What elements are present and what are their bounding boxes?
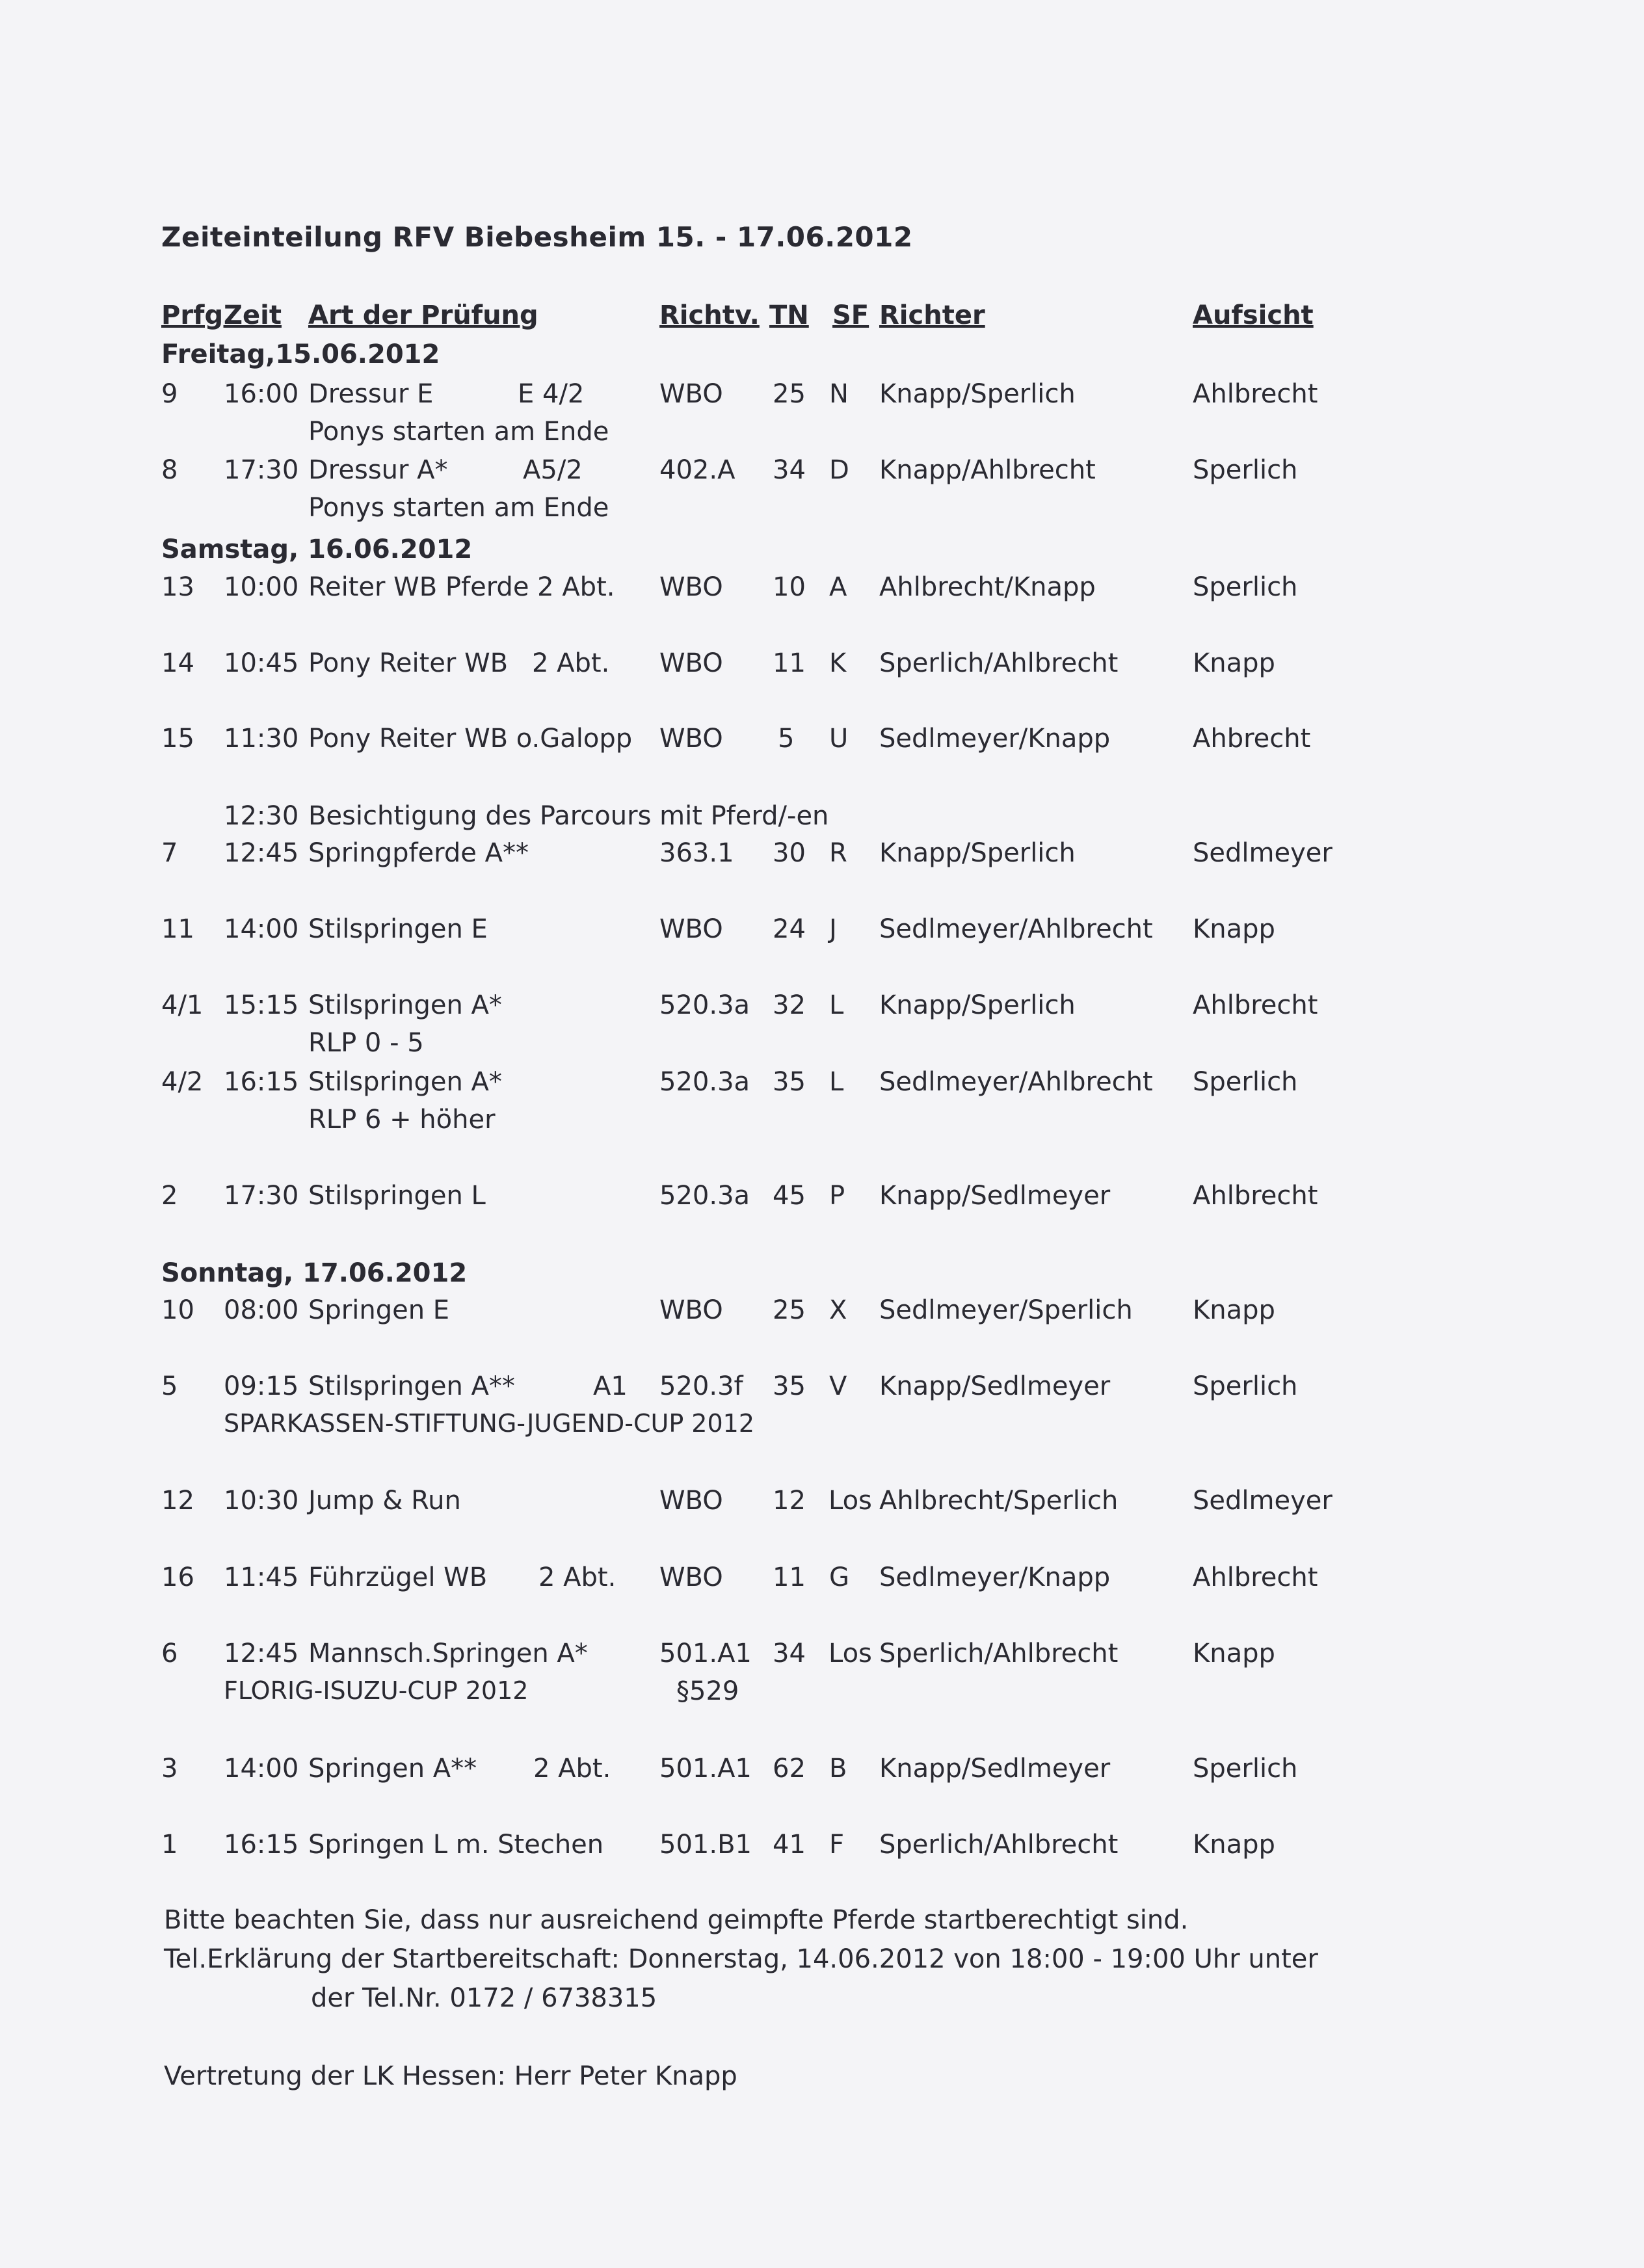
- exam-number: 8: [161, 455, 178, 485]
- footer-vaccination-note: Bitte beachten Sie, dass nur ausreichend geimpfte Pferde startberechtigt sind.: [164, 1905, 1189, 1935]
- row-note-paragraph: §529: [676, 1676, 739, 1706]
- supervisor: Sperlich: [1193, 572, 1298, 602]
- start-time: 10:30: [224, 1486, 299, 1516]
- ruleset: WBO: [659, 1563, 723, 1592]
- exam-type: Mannsch.Springen A*: [308, 1639, 588, 1668]
- participant-count: 32: [773, 990, 806, 1020]
- ruleset: 501.A1: [659, 1754, 752, 1784]
- header-aufsicht: Aufsicht: [1193, 300, 1314, 330]
- start-time: 17:30: [224, 455, 299, 485]
- exam-number: 2: [161, 1181, 178, 1211]
- letter-code: F: [829, 1830, 845, 1860]
- participant-count: 11: [773, 648, 806, 678]
- start-time: 10:00: [224, 572, 299, 602]
- start-time: 12:45: [224, 838, 299, 868]
- exam-number: 4/2: [161, 1067, 204, 1097]
- exam-type: Stilspringen L: [308, 1181, 486, 1211]
- letter-code: G: [829, 1563, 849, 1592]
- schedule-row: [0, 648, 1644, 685]
- start-time: 15:15: [224, 990, 299, 1020]
- schedule-row: [0, 801, 1644, 837]
- exam-type: Springen A**: [308, 1754, 477, 1784]
- ruleset: WBO: [659, 914, 723, 944]
- participant-count: 41: [773, 1830, 806, 1860]
- exam-type: Jump & Run: [308, 1486, 461, 1516]
- exam-extra: E 4/2: [518, 379, 585, 409]
- supervisor: Ahlbrecht: [1193, 1181, 1318, 1211]
- exam-type: Führzügel WB: [308, 1563, 488, 1592]
- participant-count: 12: [773, 1486, 806, 1516]
- exam-type: Pony Reiter WB: [308, 648, 509, 678]
- judges: Sperlich/Ahlbrecht: [879, 648, 1119, 678]
- exam-type: Besichtigung des Parcours mit Pferd/-en: [308, 801, 829, 831]
- row-note: Ponys starten am Ende: [308, 417, 609, 447]
- letter-code: L: [829, 990, 844, 1020]
- judges: Sedlmeyer/Sperlich: [879, 1295, 1133, 1325]
- ruleset: 402.A: [659, 455, 736, 485]
- schedule-row: [0, 379, 1644, 415]
- judges: Sedlmeyer/Knapp: [879, 724, 1111, 754]
- schedule-row: [0, 838, 1644, 875]
- judges: Knapp/Sperlich: [879, 990, 1076, 1020]
- schedule-row: [0, 455, 1644, 492]
- schedule-row: [0, 1486, 1644, 1522]
- exam-extra: A5/2: [523, 455, 583, 485]
- schedule-row: [0, 1754, 1644, 1790]
- participant-count: 30: [773, 838, 806, 868]
- header-art: Art der Prüfung: [308, 300, 538, 330]
- letter-code: P: [829, 1181, 845, 1211]
- participant-count: 10: [773, 572, 806, 602]
- header-richter: Richter: [879, 300, 985, 330]
- participant-count: 11: [773, 1563, 806, 1592]
- ruleset: 501.B1: [659, 1830, 752, 1860]
- judges: Sedlmeyer/Knapp: [879, 1563, 1111, 1592]
- schedule-row: [0, 1563, 1644, 1599]
- judges: Ahlbrecht/Sperlich: [879, 1486, 1119, 1516]
- supervisor: Ahlbrecht: [1193, 1563, 1318, 1592]
- letter-code: A: [829, 572, 847, 602]
- day-heading: Freitag,15.06.2012: [161, 339, 440, 369]
- letter-code: D: [829, 455, 849, 485]
- footer-phone-registration: Tel.Erklärung der Startbereitschaft: Donnerstag, 14.06.2012 von 18:00 - 19:00 Uhr unter: [164, 1944, 1318, 1974]
- exam-extra: 2 Abt.: [538, 1563, 616, 1592]
- judges: Knapp/Sedlmeyer: [879, 1181, 1111, 1211]
- judges: Ahlbrecht/Knapp: [879, 572, 1096, 602]
- schedule-row: [0, 1830, 1644, 1866]
- supervisor: Sperlich: [1193, 1067, 1298, 1097]
- supervisor: Ahbrecht: [1193, 724, 1311, 754]
- ruleset: 520.3a: [659, 1067, 750, 1097]
- participant-count: 24: [773, 914, 806, 944]
- letter-code: U: [829, 724, 849, 754]
- supervisor: Sperlich: [1193, 1371, 1298, 1401]
- start-time: 14:00: [224, 914, 299, 944]
- ruleset: 520.3a: [659, 1181, 750, 1211]
- ruleset: 520.3f: [659, 1371, 743, 1401]
- header-prfg: Prfg.: [161, 300, 233, 330]
- schedule-row: [0, 1371, 1644, 1408]
- schedule-row: [0, 914, 1644, 951]
- supervisor: Sedlmeyer: [1193, 1486, 1332, 1516]
- judges: Knapp/Sedlmeyer: [879, 1754, 1111, 1784]
- footer-representative: Vertretung der LK Hessen: Herr Peter Knapp: [164, 2061, 737, 2091]
- row-note: RLP 6 + höher: [308, 1105, 496, 1135]
- participant-count: 5: [778, 724, 795, 754]
- ruleset: WBO: [659, 1295, 723, 1325]
- row-note: RLP 0 - 5: [308, 1028, 424, 1058]
- exam-type: Stilspringen A*: [308, 990, 502, 1020]
- supervisor: Ahlbrecht: [1193, 990, 1318, 1020]
- judges: Knapp/Sperlich: [879, 838, 1076, 868]
- participant-count: 35: [773, 1067, 806, 1097]
- schedule-row: [0, 1639, 1644, 1675]
- start-time: 10:45: [224, 648, 299, 678]
- ruleset: 501.A1: [659, 1639, 752, 1668]
- letter-code: L: [829, 1067, 844, 1097]
- ruleset: WBO: [659, 572, 723, 602]
- participant-count: 25: [773, 379, 806, 409]
- supervisor: Knapp: [1193, 648, 1275, 678]
- exam-type: Dressur E: [308, 379, 434, 409]
- letter-code: X: [829, 1295, 847, 1325]
- ruleset: 363.1: [659, 838, 734, 868]
- judges: Knapp/Sperlich: [879, 379, 1076, 409]
- participant-count: 45: [773, 1181, 806, 1211]
- schedule-row: [0, 724, 1644, 760]
- exam-number: 11: [161, 914, 194, 944]
- exam-type: Stilspringen A**: [308, 1371, 515, 1401]
- supervisor: Sedlmeyer: [1193, 838, 1332, 868]
- day-heading: Sonntag, 17.06.2012: [161, 1258, 468, 1288]
- exam-number: 7: [161, 838, 178, 868]
- start-time: 14:00: [224, 1754, 299, 1784]
- exam-extra: 2 Abt.: [532, 648, 610, 678]
- letter-code: Los: [829, 1486, 872, 1516]
- exam-number: 6: [161, 1639, 178, 1668]
- participant-count: 35: [773, 1371, 806, 1401]
- judges: Knapp/Ahlbrecht: [879, 455, 1096, 485]
- header-zeit: Zeit: [224, 300, 282, 330]
- exam-number: 12: [161, 1486, 194, 1516]
- exam-type: Reiter WB Pferde 2 Abt.: [308, 572, 615, 602]
- schedule-row: [0, 1067, 1644, 1103]
- schedule-row: [0, 572, 1644, 609]
- letter-code: K: [829, 648, 847, 678]
- day-heading: Samstag, 16.06.2012: [161, 534, 473, 564]
- letter-code: B: [829, 1754, 847, 1784]
- ruleset: WBO: [659, 648, 723, 678]
- schedule-row: [0, 1295, 1644, 1332]
- exam-type: Stilspringen E: [308, 914, 488, 944]
- judges: Sperlich/Ahlbrecht: [879, 1639, 1119, 1668]
- header-sf: SF: [832, 300, 869, 330]
- start-time: 11:45: [224, 1563, 299, 1592]
- supervisor: Knapp: [1193, 1295, 1275, 1325]
- participant-count: 34: [773, 1639, 806, 1668]
- supervisor: Knapp: [1193, 1639, 1275, 1668]
- header-richtv: Richtv.: [659, 300, 760, 330]
- participant-count: 25: [773, 1295, 806, 1325]
- page-title: Zeiteinteilung RFV Biebesheim 15. - 17.06.2012: [161, 221, 913, 253]
- supervisor: Knapp: [1193, 1830, 1275, 1860]
- row-note: Ponys starten am Ende: [308, 493, 609, 523]
- start-time: 11:30: [224, 724, 299, 754]
- exam-number: 4/1: [161, 990, 204, 1020]
- start-time: 17:30: [224, 1181, 299, 1211]
- exam-type: Springpferde A**: [308, 838, 529, 868]
- ruleset: 520.3a: [659, 990, 750, 1020]
- judges: Knapp/Sedlmeyer: [879, 1371, 1111, 1401]
- judges: Sedlmeyer/Ahlbrecht: [879, 914, 1153, 944]
- start-time: 16:15: [224, 1830, 299, 1860]
- schedule-row: [0, 990, 1644, 1027]
- supervisor: Sperlich: [1193, 455, 1298, 485]
- exam-type: Stilspringen A*: [308, 1067, 502, 1097]
- letter-code: R: [829, 838, 847, 868]
- start-time: 16:15: [224, 1067, 299, 1097]
- exam-number: 14: [161, 648, 194, 678]
- judges: Sedlmeyer/Ahlbrecht: [879, 1067, 1153, 1097]
- footer-phone-number: der Tel.Nr. 0172 / 6738315: [311, 1983, 657, 2013]
- header-tn: TN: [769, 300, 809, 330]
- ruleset: WBO: [659, 379, 723, 409]
- ruleset: WBO: [659, 724, 723, 754]
- participant-count: 62: [773, 1754, 806, 1784]
- start-time: 08:00: [224, 1295, 299, 1325]
- schedule-row: [0, 1181, 1644, 1217]
- exam-type: Pony Reiter WB o.Galopp: [308, 724, 633, 754]
- row-note: FLORIG-ISUZU-CUP 2012: [224, 1676, 529, 1705]
- supervisor: Ahlbrecht: [1193, 379, 1318, 409]
- exam-number: 5: [161, 1371, 178, 1401]
- exam-type: Springen E: [308, 1295, 450, 1325]
- row-note: SPARKASSEN-STIFTUNG-JUGEND-CUP 2012: [224, 1409, 755, 1438]
- exam-number: 13: [161, 572, 194, 602]
- ruleset: WBO: [659, 1486, 723, 1516]
- letter-code: V: [829, 1371, 847, 1401]
- letter-code: J: [829, 914, 837, 944]
- exam-extra: 2 Abt.: [533, 1754, 611, 1784]
- start-time: 09:15: [224, 1371, 299, 1401]
- exam-number: 1: [161, 1830, 178, 1860]
- letter-code: Los: [829, 1639, 872, 1668]
- judges: Sperlich/Ahlbrecht: [879, 1830, 1119, 1860]
- letter-code: N: [829, 379, 849, 409]
- exam-type: Dressur A*: [308, 455, 448, 485]
- exam-number: 15: [161, 724, 194, 754]
- exam-number: 3: [161, 1754, 178, 1784]
- start-time: 12:30: [224, 801, 299, 831]
- exam-number: 16: [161, 1563, 194, 1592]
- exam-type: Springen L m. Stechen: [308, 1830, 604, 1860]
- participant-count: 34: [773, 455, 806, 485]
- start-time: 16:00: [224, 379, 299, 409]
- exam-number: 9: [161, 379, 178, 409]
- supervisor: Sperlich: [1193, 1754, 1298, 1784]
- start-time: 12:45: [224, 1639, 299, 1668]
- exam-number: 10: [161, 1295, 194, 1325]
- supervisor: Knapp: [1193, 914, 1275, 944]
- exam-extra: A1: [593, 1371, 628, 1401]
